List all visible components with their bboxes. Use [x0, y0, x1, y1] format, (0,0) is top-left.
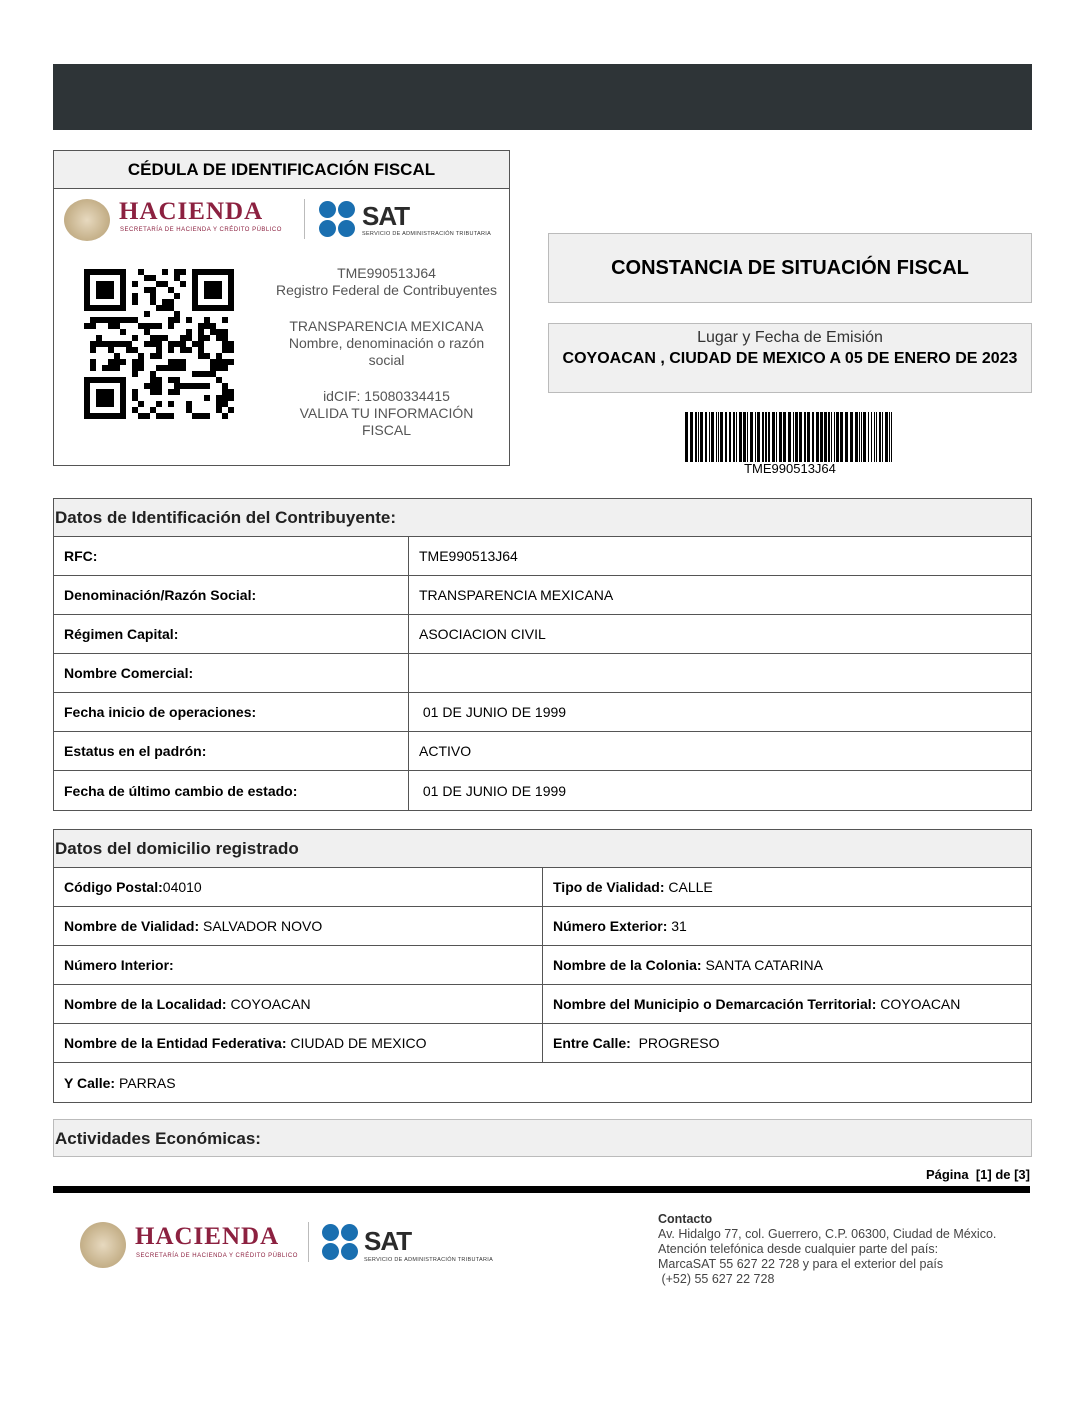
hacienda-seal-icon: [80, 1222, 126, 1268]
row-value: TRANSPARENCIA MEXICANA: [419, 587, 614, 603]
row-value: ACTIVO: [419, 743, 472, 759]
lugar-label: Lugar y Fecha de Emisión: [697, 329, 883, 346]
field-value: PROGRESO: [630, 1035, 720, 1051]
cedula-info: [269, 265, 504, 439]
sat-logo-subtitle: SERVICIO DE ADMINISTRACIÓN TRIBUTARIA: [362, 231, 492, 237]
hacienda-logo-subtitle: SECRETARÍA DE HACIENDA Y CRÉDITO PÚBLICO: [120, 227, 282, 233]
sat-dots-icon: [319, 201, 357, 237]
contact-line: (+52) 55 627 22 728: [658, 1272, 775, 1286]
field-value: SANTA CATARINA: [701, 957, 823, 973]
hacienda-logo-text: HACIENDA: [135, 1223, 280, 1250]
table-row: [54, 868, 1031, 907]
domicilio-cell: [54, 985, 543, 1023]
cedula-idcif: idCIF: 15080334415: [323, 388, 450, 404]
domicilio-cell: [54, 907, 543, 945]
row-key: RFC:: [54, 537, 409, 575]
row-value: [409, 654, 1031, 692]
field-label: Nombre de Vialidad:: [64, 918, 200, 934]
domicilio-cell: [543, 985, 1031, 1023]
table-row: [54, 693, 1031, 732]
table-row: [54, 907, 1031, 946]
field-value: PARRAS: [115, 1074, 176, 1091]
table-row: [54, 654, 1031, 693]
field-value: SALVADOR NOVO: [199, 918, 323, 934]
domicilio-cell: [54, 1024, 543, 1062]
field-label: Entre Calle:: [553, 1035, 631, 1051]
cedula-rfc: TME990513J64: [337, 265, 436, 281]
table-row: [54, 615, 1031, 654]
contact-title: Contacto: [658, 1212, 713, 1226]
row-value: TME990513J64: [419, 548, 518, 564]
sat-logo-subtitle: SERVICIO DE ADMINISTRACIÓN TRIBUTARIA: [364, 1257, 494, 1263]
cedula-title: CÉDULA DE IDENTIFICACIÓN FISCAL: [54, 151, 509, 189]
row-key: Estatus en el padrón:: [54, 732, 409, 770]
cedula-name-label: Nombre, denominación o razón social: [288, 335, 485, 368]
barcode-icon: [685, 412, 895, 462]
row-value: ASOCIACION CIVIL: [419, 626, 546, 642]
field-value: COYOACAN: [876, 996, 961, 1012]
qr-code-icon: [84, 269, 234, 419]
hacienda-logo-subtitle: SECRETARÍA DE HACIENDA Y CRÉDITO PÚBLICO: [136, 1253, 298, 1259]
logo-divider: [308, 1222, 309, 1262]
row-value: 01 DE JUNIO DE 1999: [419, 704, 567, 720]
row-key: Régimen Capital:: [54, 615, 409, 653]
field-label: Nombre de la Entidad Federativa:: [64, 1035, 287, 1051]
row-key: Nombre Comercial:: [54, 654, 409, 692]
cedula-rfc-label: Registro Federal de Contribuyentes: [275, 282, 497, 298]
field-label: Nombre del Municipio o Demarcación Territorial:: [553, 996, 877, 1012]
row-key: Fecha de último cambio de estado:: [54, 771, 409, 810]
table-row: [54, 1024, 1031, 1063]
field-value: COYOACAN: [226, 996, 311, 1012]
header-logos: [64, 197, 504, 241]
identificacion-title: Datos de Identificación del Contribuyente:: [54, 499, 1031, 537]
row-key: Denominación/Razón Social:: [54, 576, 409, 614]
page-number: Página [1] de [3]: [925, 1167, 1030, 1182]
hacienda-seal-icon: [64, 199, 110, 241]
footer-logos: [80, 1220, 520, 1270]
hacienda-logo-text: HACIENDA: [119, 198, 264, 225]
contact-line: MarcaSAT 55 627 22 728 y para el exterior del país: [658, 1257, 944, 1271]
field-value: CIUDAD DE MEXICO: [286, 1035, 427, 1051]
lugar-value: COYOACAN , CIUDAD DE MEXICO A 05 DE ENERO DE 2023: [562, 350, 1018, 367]
contact-line: Av. Hidalgo 77, col. Guerrero, C.P. 06300, Ciudad de México.: [658, 1227, 997, 1241]
table-row: [54, 985, 1031, 1024]
domicilio-cell: [54, 946, 543, 984]
field-label: Número Exterior:: [553, 918, 668, 934]
table-row: [54, 537, 1031, 576]
cedula-valida: VALIDA TU INFORMACIÓN FISCAL: [299, 405, 474, 438]
domicilio-title: Datos del domicilio registrado: [54, 830, 1031, 868]
contact-info: [658, 1212, 1038, 1287]
field-value: 31: [667, 918, 687, 934]
footer-rule: [53, 1186, 1030, 1193]
barcode-text: TME990513J64: [744, 461, 836, 476]
cedula-name: TRANSPARENCIA MEXICANA: [289, 318, 484, 334]
row-key: Fecha inicio de operaciones:: [54, 693, 409, 731]
contact-line: Atención telefónica desde cualquier parte del país:: [658, 1242, 939, 1256]
field-label: Número Interior:: [64, 957, 174, 973]
identificacion-section: [53, 498, 1032, 811]
domicilio-cell: [543, 946, 1031, 984]
table-row: [54, 576, 1031, 615]
constancia-title: CONSTANCIA DE SITUACIÓN FISCAL: [548, 233, 1032, 303]
actividades-title: Actividades Económicas:: [53, 1119, 1032, 1157]
sat-logo-text: SAT: [362, 201, 410, 231]
domicilio-cell: [54, 868, 543, 906]
field-label: Tipo de Vialidad:: [553, 879, 665, 895]
sat-logo-text: SAT: [364, 1226, 412, 1256]
field-label: Y Calle:: [64, 1074, 116, 1091]
field-label: Nombre de la Colonia:: [553, 957, 702, 973]
lugar-fecha-box: [548, 323, 1032, 393]
top-banner: [53, 64, 1032, 130]
domicilio-cell: [543, 907, 1031, 945]
field-value: CALLE: [664, 879, 713, 895]
domicilio-section: [53, 829, 1032, 1103]
field-value: 04010: [162, 879, 202, 895]
sat-dots-icon: [322, 1224, 360, 1260]
domicilio-cell: [543, 1024, 1031, 1062]
field-label: Código Postal:: [64, 879, 163, 895]
table-row: [54, 946, 1031, 985]
row-value: 01 DE JUNIO DE 1999: [419, 782, 567, 799]
cedula-box: [53, 150, 510, 466]
field-label: Nombre de la Localidad:: [64, 996, 227, 1012]
table-row: [54, 732, 1031, 771]
domicilio-cell: [54, 1063, 1031, 1102]
table-row: [54, 1063, 1031, 1102]
table-row: [54, 771, 1031, 810]
logo-divider: [304, 199, 305, 239]
domicilio-cell: [543, 868, 1031, 906]
